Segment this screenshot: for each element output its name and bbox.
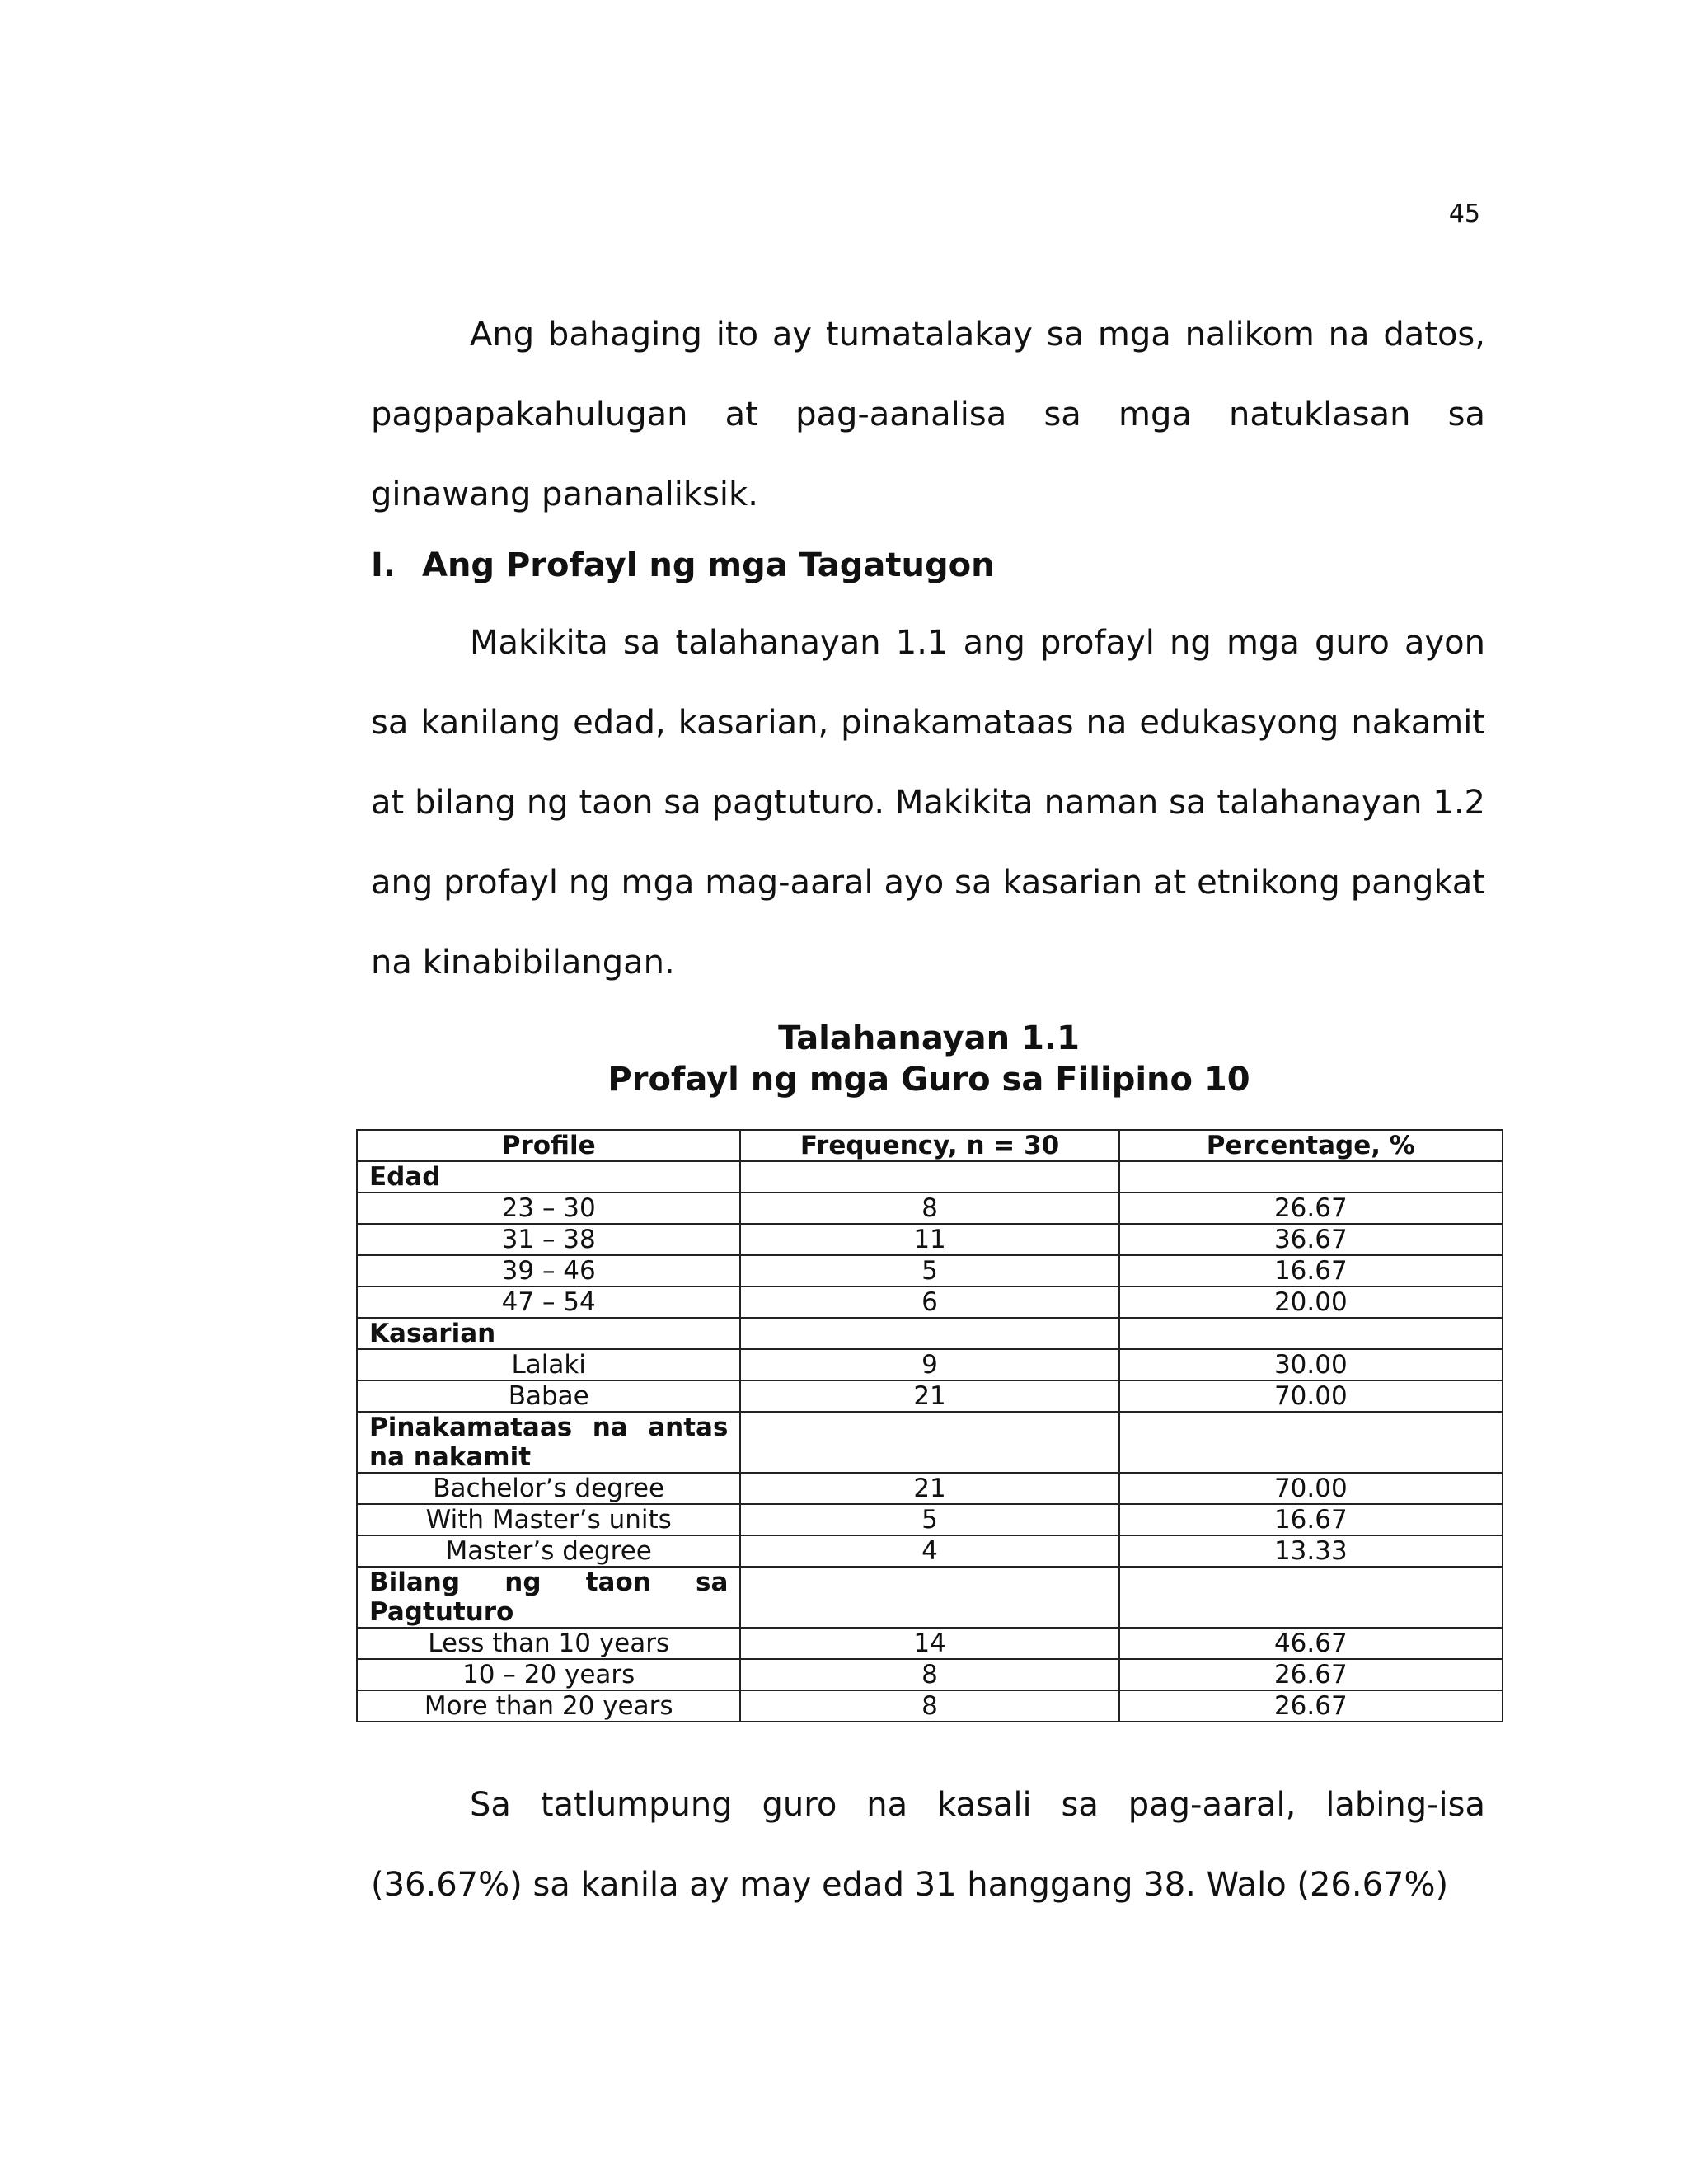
row-percentage: 16.67: [1119, 1255, 1503, 1286]
row-frequency: 5: [740, 1255, 1118, 1286]
table-header-row: [357, 1130, 1503, 1161]
table-row: [357, 1224, 1503, 1255]
group-label: Kasarian: [357, 1318, 740, 1349]
table-row: [357, 1690, 1503, 1722]
header-profile: Profile: [357, 1130, 740, 1161]
table-row: [357, 1286, 1503, 1318]
row-frequency: 11: [740, 1224, 1118, 1255]
row-frequency: 8: [740, 1193, 1118, 1224]
row-frequency: 21: [740, 1473, 1118, 1504]
row-percentage: 36.67: [1119, 1224, 1503, 1255]
table-row: [357, 1255, 1503, 1286]
header-frequency: Frequency, n = 30: [740, 1130, 1118, 1161]
row-label: Master’s degree: [357, 1535, 740, 1567]
group-label: Bilang ng taon sa Pagtuturo: [357, 1567, 740, 1628]
table-label: Talahanayan 1.1: [778, 1019, 1080, 1057]
table-row: [357, 1380, 1503, 1412]
group-label: Edad: [357, 1161, 740, 1193]
row-label: Lalaki: [357, 1349, 740, 1380]
row-percentage: 26.67: [1119, 1690, 1503, 1722]
page-number: 45: [1448, 199, 1480, 228]
row-frequency: 4: [740, 1535, 1118, 1567]
table-row: [357, 1349, 1503, 1380]
row-label: 10 – 20 years: [357, 1659, 740, 1690]
row-label: Bachelor’s degree: [357, 1473, 740, 1504]
table-row: [357, 1193, 1503, 1224]
row-label: More than 20 years: [357, 1690, 740, 1722]
section-number: I.: [371, 546, 396, 584]
row-label: 23 – 30: [357, 1193, 740, 1224]
section-paragraph: Makikita sa talahanayan 1.1 ang profayl ng mga guro ayon sa kanilang edad, kasarian, pinakamataas na edukasyong nakamit at bilang ng taon sa pagtuturo. Makikita naman sa talahanayan 1.2 ang profayl ng mga mag-aaral ayo sa kasarian at etnikong pangkat na kinabibilangan.: [371, 624, 1485, 982]
row-label: 31 – 38: [357, 1224, 740, 1255]
table-row: [357, 1659, 1503, 1690]
group-label: Pinakamataas na antas na nakamit: [357, 1412, 740, 1473]
row-percentage: 16.67: [1119, 1504, 1503, 1535]
row-frequency: 14: [740, 1628, 1118, 1659]
row-label: 47 – 54: [357, 1286, 740, 1318]
table-caption: [356, 1018, 1502, 1100]
group-row: [357, 1161, 1503, 1193]
row-label: Less than 10 years: [357, 1628, 740, 1659]
table-row: [357, 1473, 1503, 1504]
table-title: Profayl ng mga Guro sa Filipino 10: [607, 1061, 1250, 1099]
row-frequency: 8: [740, 1690, 1118, 1722]
group-row: [357, 1412, 1503, 1473]
closing-paragraph: Sa tatlumpung guro na kasali sa pag-aaral, labing-isa (36.67%) sa kanila ay may edad 31 hanggang 38. Walo (26.67%): [371, 1786, 1485, 1904]
table-row: [357, 1628, 1503, 1659]
row-percentage: 46.67: [1119, 1628, 1503, 1659]
row-percentage: 70.00: [1119, 1380, 1503, 1412]
table-row: [357, 1504, 1503, 1535]
row-percentage: 30.00: [1119, 1349, 1503, 1380]
row-percentage: 26.67: [1119, 1659, 1503, 1690]
row-frequency: 8: [740, 1659, 1118, 1690]
row-frequency: 5: [740, 1504, 1118, 1535]
row-label: 39 – 46: [357, 1255, 740, 1286]
row-percentage: 13.33: [1119, 1535, 1503, 1567]
profile-table: [356, 1129, 1503, 1722]
row-percentage: 70.00: [1119, 1473, 1503, 1504]
row-frequency: 21: [740, 1380, 1118, 1412]
row-percentage: 20.00: [1119, 1286, 1503, 1318]
row-label: With Master’s units: [357, 1504, 740, 1535]
row-frequency: 9: [740, 1349, 1118, 1380]
header-percentage: Percentage, %: [1119, 1130, 1503, 1161]
intro-paragraph: Ang bahaging ito ay tumatalakay sa mga nalikom na datos, pagpapakahulugan at pag-aanalisa sa mga natuklasan sa ginawang pananaliksik.: [371, 316, 1485, 513]
table-row: [357, 1535, 1503, 1567]
section-heading: [371, 545, 995, 586]
section-title: Ang Profayl ng mga Tagatugon: [422, 546, 995, 584]
row-label: Babae: [357, 1380, 740, 1412]
row-frequency: 6: [740, 1286, 1118, 1318]
group-row: [357, 1567, 1503, 1628]
row-percentage: 26.67: [1119, 1193, 1503, 1224]
group-row: [357, 1318, 1503, 1349]
